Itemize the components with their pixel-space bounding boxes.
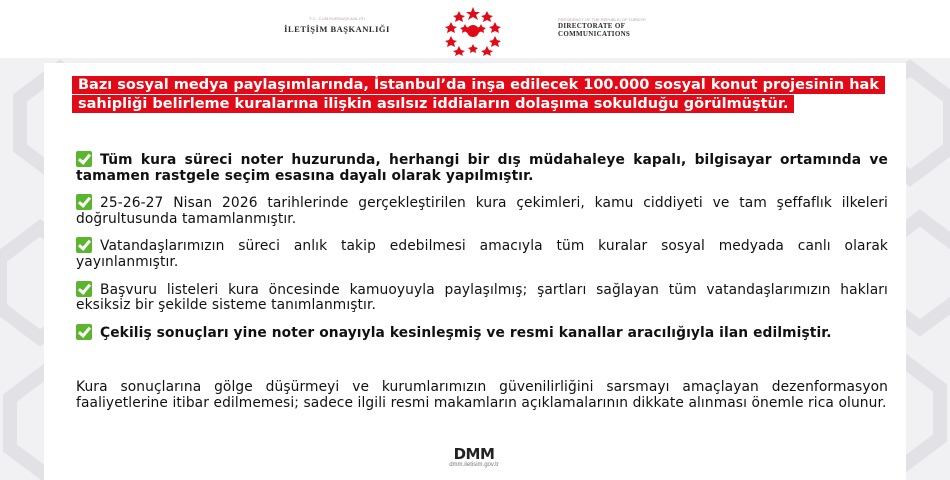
list-item (76, 151, 888, 184)
check-mark-icon (76, 237, 92, 253)
footer-url: dmm.iletisim.gov.tr (449, 462, 499, 468)
list-item (76, 194, 888, 227)
list-item (76, 237, 888, 270)
list-item-text: Başvuru listeleri kura öncesinde kamuoyuyla paylaşılmış; şartları sağlayan tüm vatandaşlarımızın hakları eksiksiz bir şekilde sisteme tanımlanmıştır. (76, 281, 888, 314)
closing-paragraph: Kura sonuçlarına gölge düşürmeyi ve kurumlarımızın güvenilirliğini sarsmayı amaçlayan dezenformasyon faaliyetlerine itibar edilmemesi; sadece ilgili resmi makamların açıklamalarının dikkate alınması önemle rica olunur. (76, 379, 888, 411)
intro-paragraph (72, 76, 884, 113)
header-left-main: İLETİŞİM BAŞKANLIĞI (284, 24, 390, 34)
header-left-title (262, 16, 412, 34)
list-item-text: Çekiliş sonuçları yine noter onayıyla kesinleşmiş ve resmi kanallar aracılığıyla ilan edilmiştir. (100, 324, 832, 341)
header-right-title (558, 17, 708, 38)
footer (424, 447, 524, 468)
checklist (76, 151, 888, 351)
check-mark-icon (76, 281, 92, 297)
dmm-logo: DMM (453, 445, 495, 463)
header-right-small: PRESIDENCY OF THE REPUBLIC OF TÜRKİYE (558, 17, 646, 22)
header-left-small: T.C. CUMHURBAŞKANLIĞI (308, 16, 366, 21)
presidential-emblem-icon (443, 6, 503, 56)
header (0, 0, 950, 58)
list-item-text: 25-26-27 Nisan 2026 tarihlerinde gerçekleştirilen kura çekimleri, kamu ciddiyeti ve tam şeffaflık ilkeleri doğrultusunda tamamlanmıştır. (76, 195, 888, 227)
content-card (44, 63, 906, 480)
header-right-line1: DIRECTORATE OF (558, 22, 626, 30)
list-item (76, 281, 888, 314)
list-item (76, 324, 888, 342)
header-right-line2: COMMUNICATIONS (558, 30, 631, 38)
check-mark-icon (76, 151, 92, 167)
list-item-text: Tüm kura süreci noter huzurunda, herhangi bir dış müdahaleye kapalı, bilgisayar ortamında ve tamamen rastgele seçim esasına dayalı olarak yapılmıştır. (76, 152, 888, 184)
check-mark-icon (76, 324, 92, 340)
check-mark-icon (76, 194, 92, 210)
list-item-text: Vatandaşlarımızın süreci anlık takip edebilmesi amacıyla tüm kuralar sosyal medyada canlı olarak yayınlanmıştır. (76, 238, 888, 270)
intro-highlight: Bazı sosyal medya paylaşımlarında, İstanbul’da inşa edilecek 100.000 sosyal konut projesinin hak sahipliği belirleme kuralarına ilişkin asılsız iddiaların dolaşıma sokulduğu görülmüştür. (72, 76, 885, 113)
